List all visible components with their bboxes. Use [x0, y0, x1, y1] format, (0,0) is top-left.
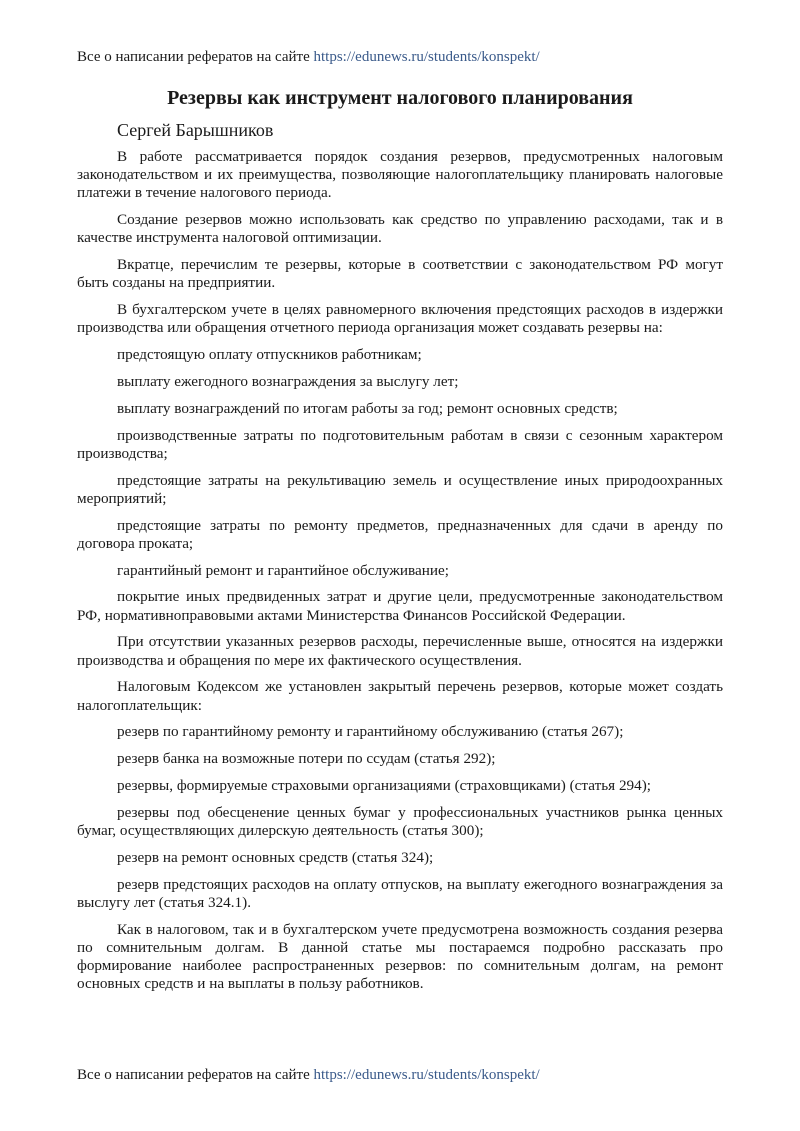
paragraph: Создание резервов можно использовать как средство по управлению расходами, так и в качестве инструмента налоговой оптимизации.: [77, 211, 723, 247]
list-item: выплату вознаграждений по итогам работы за год; ремонт основных средств;: [117, 399, 618, 417]
footer-link[interactable]: https://edunews.ru/students/konspekt/: [313, 1067, 540, 1083]
paragraph: При отсутствии указанных резервов расходы, перечисленные выше, относятся на издержки производства и обращения по мере их фактического осуществления.: [77, 633, 723, 669]
document-author: Сергей Барышников: [117, 120, 274, 140]
list-item: резерв по гарантийному ремонту и гарантийному обслуживанию (статья 267);: [117, 723, 624, 741]
list-item: производственные затраты по подготовительным работам в связи с сезонным характером производства;: [77, 426, 723, 462]
page-footer: [77, 1066, 540, 1084]
list-item: гарантийный ремонт и гарантийное обслуживание;: [117, 561, 449, 579]
list-item: предстоящие затраты по ремонту предметов, предназначенных для сдачи в аренду по договора проката;: [77, 516, 723, 552]
paragraph: Вкратце, перечислим те резервы, которые в соответствии с законодательством РФ могут быть созданы на предприятии.: [77, 256, 723, 292]
paragraph: Налоговым Кодексом же установлен закрытый перечень резервов, которые может создать налогоплательщик:: [77, 678, 723, 714]
list-item: резерв на ремонт основных средств (статья 324);: [117, 848, 434, 866]
footer-text: Все о написании рефератов на сайте: [77, 1067, 314, 1083]
page-header: [77, 48, 540, 66]
list-item: резервы под обесценение ценных бумаг у профессиональных участников рынка ценных бумаг, осуществляющих дилерскую деятельность (статья 300);: [77, 803, 723, 839]
paragraph: Как в налоговом, так и в бухгалтерском учете предусмотрена возможность создания резерва по сомнительным долгам. В данной статье мы постараемся подробно рассказать про формирование наиболее распространенных резервов: по сомнительным долгам, на ремонт основных средств и на выплаты в пользу работников.: [77, 920, 723, 993]
paragraph: В бухгалтерском учете в целях равномерного включения предстоящих расходов в издержки производства или обращения отчетного периода организация может создавать резервы на:: [77, 301, 723, 337]
list-item: предстоящую оплату отпускников работникам;: [117, 346, 422, 364]
list-item: покрытие иных предвиденных затрат и другие цели, предусмотренные законодательством РФ, нормативноправовыми актами Министерства Финансов Российской Федерации.: [77, 588, 723, 624]
list-item: резерв банка на возможные потери по ссудам (статья 292);: [117, 750, 496, 768]
list-item: резерв предстоящих расходов на оплату отпусков, на выплату ежегодного вознаграждения за выслугу лет (статья 324.1).: [77, 875, 723, 911]
list-item: предстоящие затраты на рекультивацию земель и осуществление иных природоохранных мероприятий;: [77, 471, 723, 507]
paragraph: В работе рассматривается порядок создания резервов, предусмотренных налоговым законодательством и их преимущества, позволяющие налогоплательщику планировать налоговые платежи в течение налогового периода.: [77, 148, 723, 202]
list-item: резервы, формируемые страховыми организациями (страховщиками) (статья 294);: [117, 776, 652, 794]
header-text: Все о написании рефератов на сайте: [77, 49, 314, 65]
document-body: [77, 148, 723, 1002]
document-title: Резервы как инструмент налогового планирования: [167, 87, 633, 109]
header-link[interactable]: https://edunews.ru/students/konspekt/: [313, 49, 540, 65]
list-item: выплату ежегодного вознаграждения за выслугу лет;: [117, 373, 459, 390]
